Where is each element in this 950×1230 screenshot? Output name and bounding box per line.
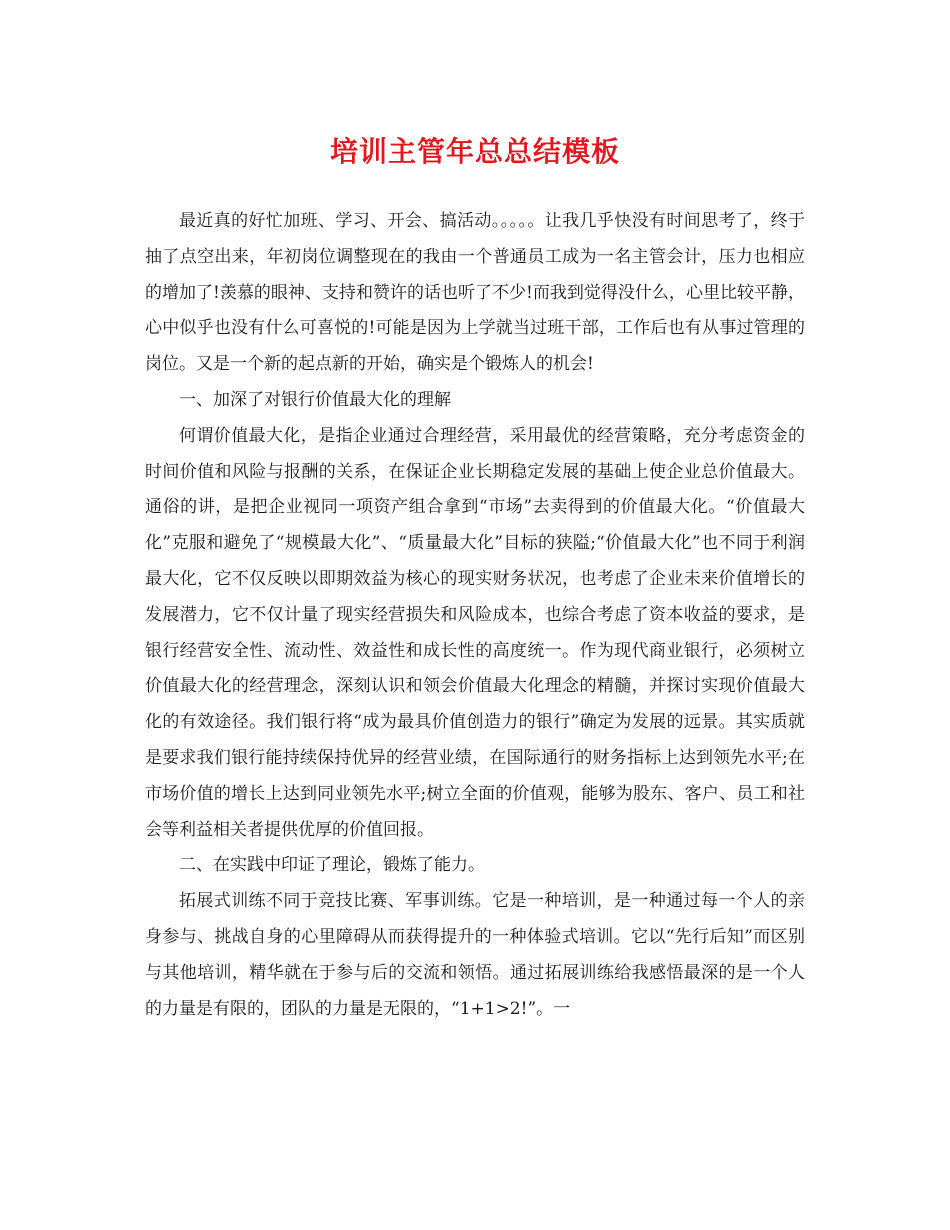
paragraph-intro: 最近真的好忙加班、学习、开会、搞活动。。。。。让我几乎快没有时间思考了，终于抽了点空出来，年初岗位调整现在的我由一个普通员工成为一名主管会计，压力也相应的增加了!羡慕的眼神、支持和赞许的话也听了不少!而我到觉得没什么，心里比较平静，心中似乎也没有什么可喜悦的!可能是因为上学就当过班干部，工作后也有从事过管理的岗位。又是一个新的起点新的开始，确实是个锻炼人的机会! [145, 211, 805, 375]
document-title: 培训主管年总总结模板 [329, 135, 620, 168]
document-body [145, 204, 805, 1027]
section-heading-1: 一、加深了对银行价值最大化的理解 [179, 389, 451, 410]
paragraph-value-maximization: 何谓价值最大化，是指企业通过合理经营，采用最优的经营策略，充分考虑资金的时间价值和风险与报酬的关系，在保证企业长期稳定发展的基础上使企业总价值最大。通俗的讲，是把企业视同一项资产组合拿到“市场”去卖得到的价值最大化。“价值最大化”克服和避免了“规模最大化”、“质量最大化”目标的狭隘;“价值最大化”也不同于利润最大化，它不仅反映以即期效益为核心的现实财务状况，也考虑了企业未来价值增长的发展潜力，它不仅计量了现实经营损失和风险成本，也综合考虑了资本收益的要求，是银行经营安全性、流动性、效益性和成长性的高度统一。作为现代商业银行，必须树立价值最大化的经营理念，深刻认识和领会价值最大化理念的精髓，并探讨实现价值最大化的有效途径。我们银行将“成为最具价值创造力的银行”确定为发展的远景。其实质就是要求我们银行能持续保持优异的经营业绩，在国际通行的财务指标上达到领先水平;在市场价值的增长上达到同业领先水平;树立全面的价值观，能够为股东、客户、员工和社会等利益相关者提供优厚的价值回报。 [145, 425, 805, 840]
paragraph-outward-training: 拓展式训练不同于竞技比赛、军事训练。它是一种培训，是一种通过每一个人的亲身参与、挑战自身的心里障碍从而获得提升的一种体验式培训。它以“先行后知”而区别与其他培训，精华就在于参与后的交流和领悟。通过拓展训练给我感悟最深的是一个人的力量是有限的，团队的力量是无限的，“1+1>2!”。一 [145, 891, 805, 1019]
section-heading-2: 二、在实践中印证了理论，锻炼了能力。 [179, 855, 485, 876]
